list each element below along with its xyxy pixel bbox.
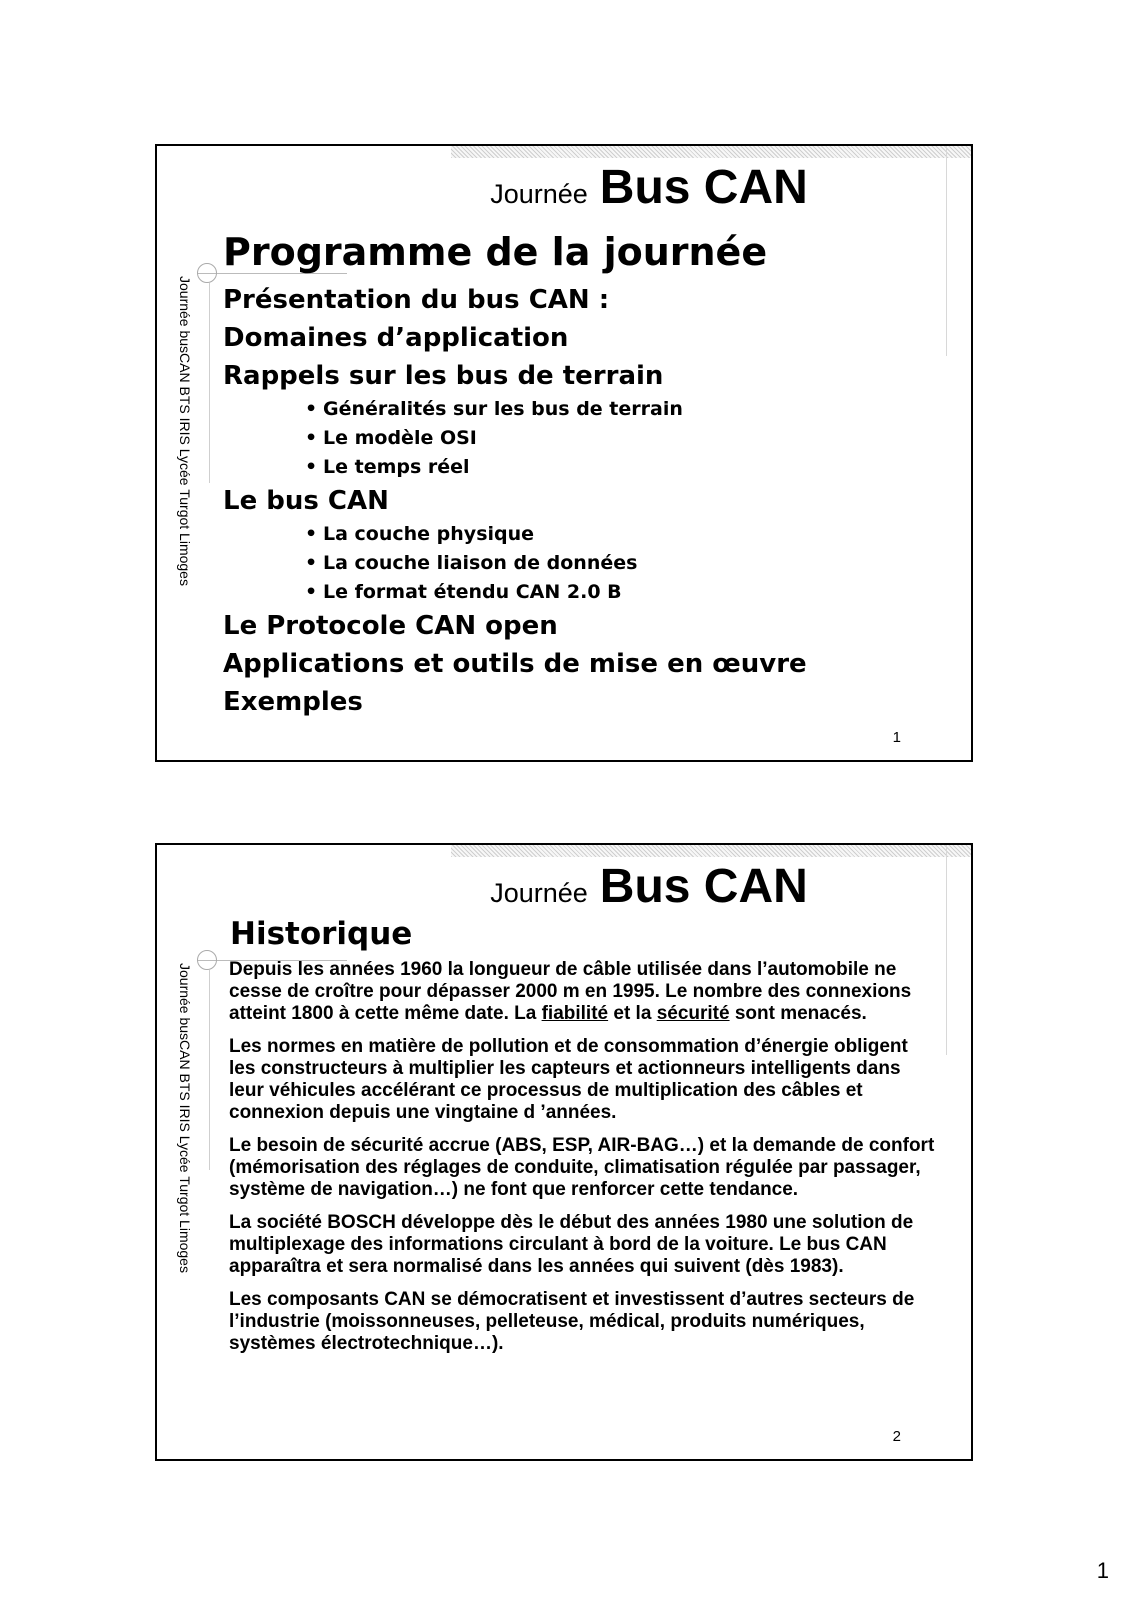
list-item: Exemples — [223, 687, 363, 717]
decor-vertical-line — [209, 283, 210, 483]
hatch-decoration — [451, 146, 971, 158]
slide-header — [157, 859, 971, 914]
list-subitem: • La couche physique — [223, 520, 807, 549]
list-item: Le Protocole CAN open — [223, 611, 558, 641]
slide-1 — [155, 144, 973, 762]
paragraph — [229, 959, 935, 1025]
slide-title: Programme de la journée — [223, 230, 768, 274]
underlined-word: fiabilité — [541, 1003, 609, 1024]
slide-number: 1 — [892, 729, 901, 746]
list-subitem: • Le temps réel — [223, 453, 807, 482]
list-item: Domaines d’application — [223, 323, 569, 353]
decor-circle — [197, 950, 217, 970]
side-caption: Journée busCAN BTS IRIS Lycée Turgot Limoges — [177, 963, 193, 1273]
list-item: Rappels sur les bus de terrain — [223, 361, 664, 391]
list-item: Le bus CAN — [223, 486, 389, 516]
paragraph: Le besoin de sécurité accrue (ABS, ESP, AIR-BAG…) et la demande de confort (mémorisation des réglages de conduite, climatisation régulée par passager, système de navigation…) ne font que renforcer cette tendance. — [229, 1135, 935, 1200]
decor-circle — [197, 263, 217, 283]
header-small: Journée — [490, 179, 588, 209]
paragraph: Les normes en matière de pollution et de consommation d’énergie obligent les constructeurs à multiplier les capteurs et actionneurs intelligents dans leur véhicules accélérant ce processus de multiplication des câbles et connexion depuis une vingtaine d ’années. — [229, 1036, 908, 1123]
list-subitem: • Généralités sur les bus de terrain — [223, 395, 807, 424]
header-small: Journée — [490, 878, 588, 908]
programme-list — [223, 281, 807, 721]
paragraph-text: Depuis les années 1960 la longueur de câble utilisée dans l’automobile ne cesse de croître pour dépasser 2000 m en 1995. Le nombre des connexions atteint 1800 à cette même date. La — [229, 959, 912, 1024]
slide-title: Historique — [230, 916, 413, 952]
header-big: Bus CAN — [599, 161, 808, 214]
list-subitem: • Le modèle OSI — [223, 424, 807, 453]
list-item: Applications et outils de mise en œuvre — [223, 649, 807, 679]
paragraph: La société BOSCH développe dès le début des années 1980 une solution de multiplexage des informations circulant à bord de la voiture. Le bus CAN apparaîtra et sera normalisé dans les années qui suivent (dès 1983). — [229, 1212, 914, 1277]
paragraph-text: sont menacés. — [729, 1003, 867, 1024]
list-subitem: • Le format étendu CAN 2.0 B — [223, 578, 807, 607]
history-paragraphs — [229, 959, 935, 1366]
paragraph-text: et la — [608, 1003, 657, 1024]
hatch-decoration — [451, 845, 971, 857]
header-big: Bus CAN — [599, 860, 808, 913]
list-subitem: • La couche liaison de données — [223, 549, 807, 578]
paragraph: Les composants CAN se démocratisent et investissent d’autres secteurs de l’industrie (moissonneuses, pelleteuse, médical, produits numériques, systèmes électrotechnique…). — [229, 1289, 915, 1354]
slide-number: 2 — [892, 1428, 901, 1445]
page-number: 1 — [1096, 1558, 1109, 1583]
list-item: Présentation du bus CAN : — [223, 285, 610, 315]
slide-2 — [155, 843, 973, 1461]
slide-header — [157, 160, 971, 215]
underlined-word: sécurité — [656, 1003, 730, 1024]
side-caption: Journée busCAN BTS IRIS Lycée Turgot Limoges — [177, 276, 193, 586]
decor-vertical-line — [209, 970, 210, 1170]
